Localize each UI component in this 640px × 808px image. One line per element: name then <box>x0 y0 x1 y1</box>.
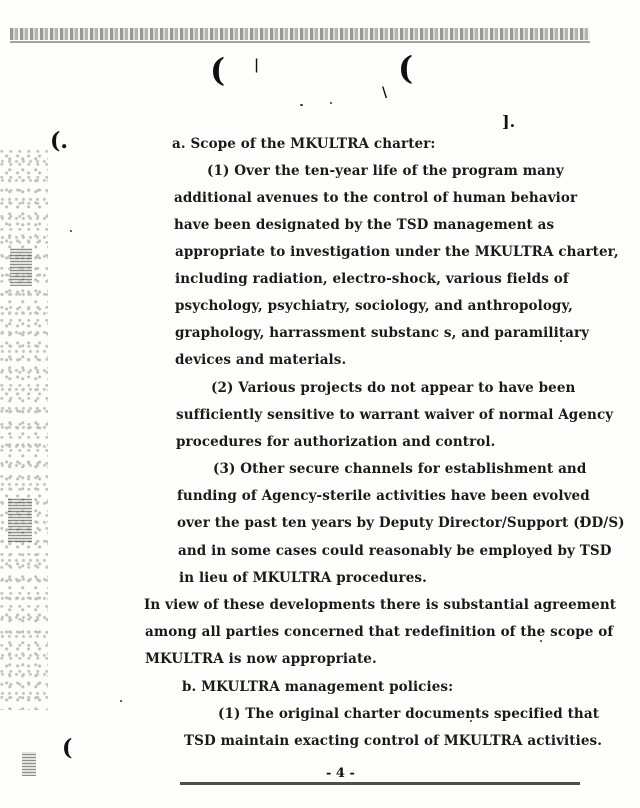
scan-noise-block <box>8 498 32 542</box>
paragraph-line: appropriate to investigation under the MKULTRA charter, <box>175 244 619 260</box>
paragraph-line: including radiation, electro-shock, various fields of <box>175 271 569 287</box>
scan-margin-noise <box>0 150 48 710</box>
scan-footer-rule <box>180 782 580 785</box>
scan-header-noise <box>10 28 590 40</box>
scan-speckle <box>70 230 72 232</box>
scan-slash-mark: \ <box>382 85 388 101</box>
scan-bracket-mark: ]. <box>502 112 516 131</box>
scan-noise-block <box>10 248 32 286</box>
section-b-heading: b. MKULTRA management policies: <box>182 679 454 695</box>
paragraph-line: (2) Various projects do not appear to have been <box>211 380 576 396</box>
paragraph-line: (1) Over the ten-year life of the program many <box>207 163 564 179</box>
paragraph-line: procedures for authorization and control. <box>176 434 496 450</box>
scan-speckle <box>120 700 122 702</box>
paragraph-line: (1) The original charter documents specified that <box>218 706 600 722</box>
paragraph-line: devices and materials. <box>175 352 347 368</box>
margin-hole-top-mark: (. <box>50 128 69 154</box>
paragraph-line: among all parties concerned that redefinition of the scope of <box>145 624 614 640</box>
paragraph-line: over the past ten years by Deputy Director/Support (DD/S) <box>177 515 625 531</box>
paragraph-line: sufficiently sensitive to warrant waiver of normal Agency <box>176 407 614 423</box>
paragraph-line: funding of Agency-sterile activities have been evolved <box>177 488 590 504</box>
paragraph-line: additional avenues to the control of human behavior <box>174 190 578 206</box>
page-number: - 4 - <box>326 766 355 781</box>
binding-hole-left-mark: ( <box>210 51 226 89</box>
paragraph-line: in lieu of MKULTRA procedures. <box>179 570 427 586</box>
paragraph-line: TSD maintain exacting control of MKULTRA activities. <box>184 733 603 749</box>
scan-speckle <box>540 640 542 642</box>
binding-hole-right-mark: ( <box>398 49 414 87</box>
paragraph-line: and in some cases could reasonably be employed by TSD <box>178 543 612 559</box>
scan-header-rule <box>10 41 590 43</box>
paragraph-line: graphology, harrassment substanc s, and paramilitary <box>175 325 590 341</box>
margin-hole-bottom-mark: ( <box>62 735 73 761</box>
scan-speckle <box>300 104 303 106</box>
scan-speckle <box>330 102 332 104</box>
paragraph-line: In view of these developments there is substantial agreement <box>144 597 617 613</box>
paragraph-line: have been designated by the TSD management as <box>174 217 555 233</box>
scan-noise-block <box>22 752 36 776</box>
paragraph-line: MKULTRA is now appropriate. <box>145 651 377 667</box>
section-a-heading: a. Scope of the MKULTRA charter: <box>172 136 436 152</box>
paragraph-line: (3) Other secure channels for establishment and <box>213 461 587 477</box>
paragraph-line: psychology, psychiatry, sociology, and anthropology, <box>175 298 573 314</box>
scan-tick-mark: | <box>254 57 260 73</box>
